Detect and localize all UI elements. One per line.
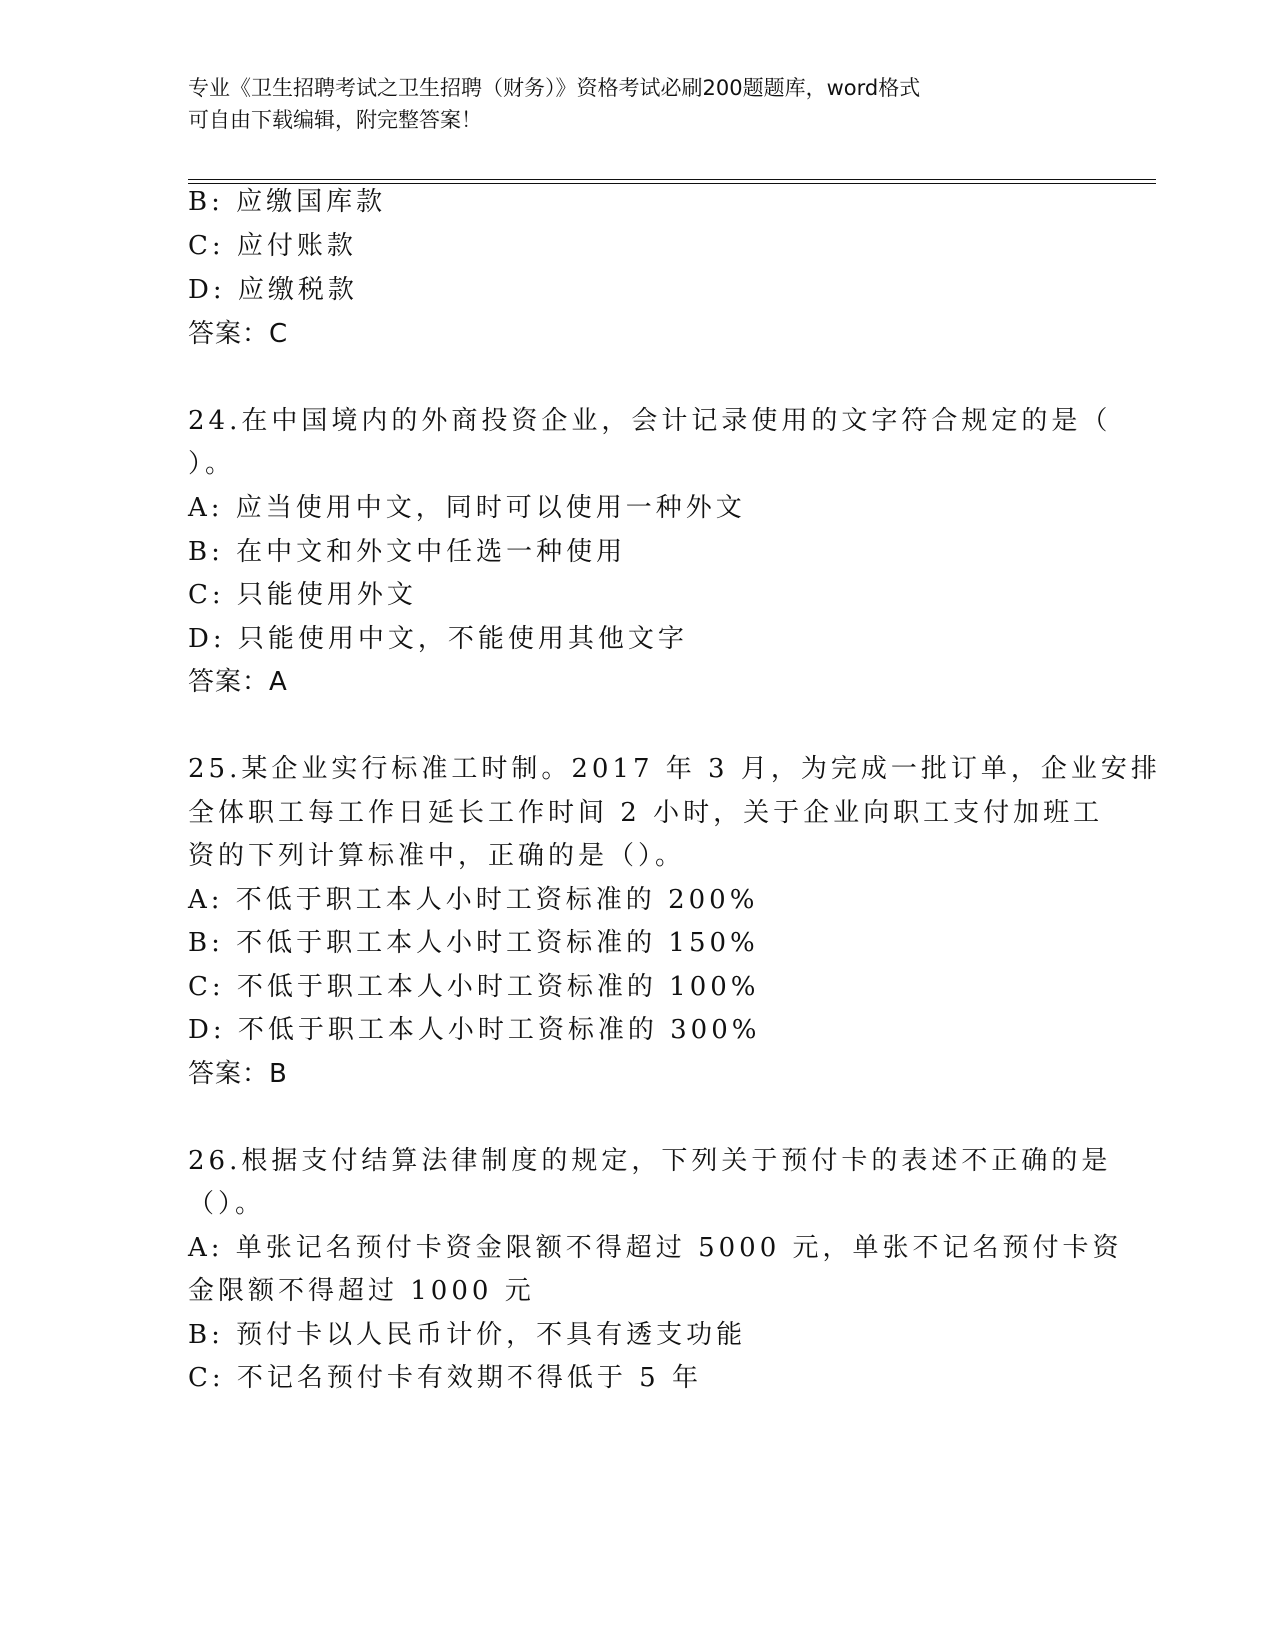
option-a: A: 应当使用中文，同时可以使用一种外文 xyxy=(188,493,746,523)
page-header xyxy=(188,72,1088,136)
answer: 答案：C xyxy=(188,319,289,349)
answer: 答案：B xyxy=(188,1059,288,1089)
question-stem: 24.在中国境内的外商投资企业，会计记录使用的文字符合规定的是（ xyxy=(188,406,1112,436)
option-a: A: 单张记名预付卡资金限额不得超过 5000 元，单张不记名预付卡资 xyxy=(188,1233,1123,1263)
option-d: D: 应缴税款 xyxy=(188,275,358,305)
option-a-continued: 金限额不得超过 1000 元 xyxy=(188,1276,535,1306)
option-d: D: 不低于职工本人小时工资标准的 300% xyxy=(188,1015,761,1045)
option-c: C: 不记名预付卡有效期不得低于 5 年 xyxy=(188,1363,702,1393)
header-line-1: 专业《卫生招聘考试之卫生招聘（财务）》资格考试必刷200题题库，word格式 xyxy=(188,76,921,100)
option-c: C: 不低于职工本人小时工资标准的 100% xyxy=(188,972,760,1002)
question-stem-continued: ）。 xyxy=(188,449,236,479)
header-line-2: 可自由下载编辑，附完整答案！ xyxy=(188,108,482,132)
header-rule-top xyxy=(188,179,1156,180)
header-rule-bottom xyxy=(188,183,1156,184)
option-c: C: 应付账款 xyxy=(188,231,357,261)
option-b: B: 在中文和外文中任选一种使用 xyxy=(188,537,627,567)
option-b: B: 应缴国库款 xyxy=(188,187,387,217)
question-stem-continued: 资的下列计算标准中，正确的是（）。 xyxy=(188,841,686,871)
answer: 答案：A xyxy=(188,667,288,697)
option-a: A: 不低于职工本人小时工资标准的 200% xyxy=(188,885,759,915)
option-b: B: 不低于职工本人小时工资标准的 150% xyxy=(188,928,759,958)
question-stem-continued: 全体职工每工作日延长工作时间 2 小时，关于企业向职工支付加班工 xyxy=(188,798,1104,828)
question-stem: 25.某企业实行标准工时制。2017 年 3 月，为完成一批订单，企业安排 xyxy=(188,754,1161,784)
question-stem-continued: （）。 xyxy=(188,1189,266,1219)
option-c: C: 只能使用外文 xyxy=(188,580,417,610)
question-stem: 26.根据支付结算法律制度的规定，下列关于预付卡的表述不正确的是 xyxy=(188,1146,1112,1176)
option-b: B: 预付卡以人民币计价，不具有透支功能 xyxy=(188,1320,747,1350)
option-d: D: 只能使用中文，不能使用其他文字 xyxy=(188,624,688,654)
